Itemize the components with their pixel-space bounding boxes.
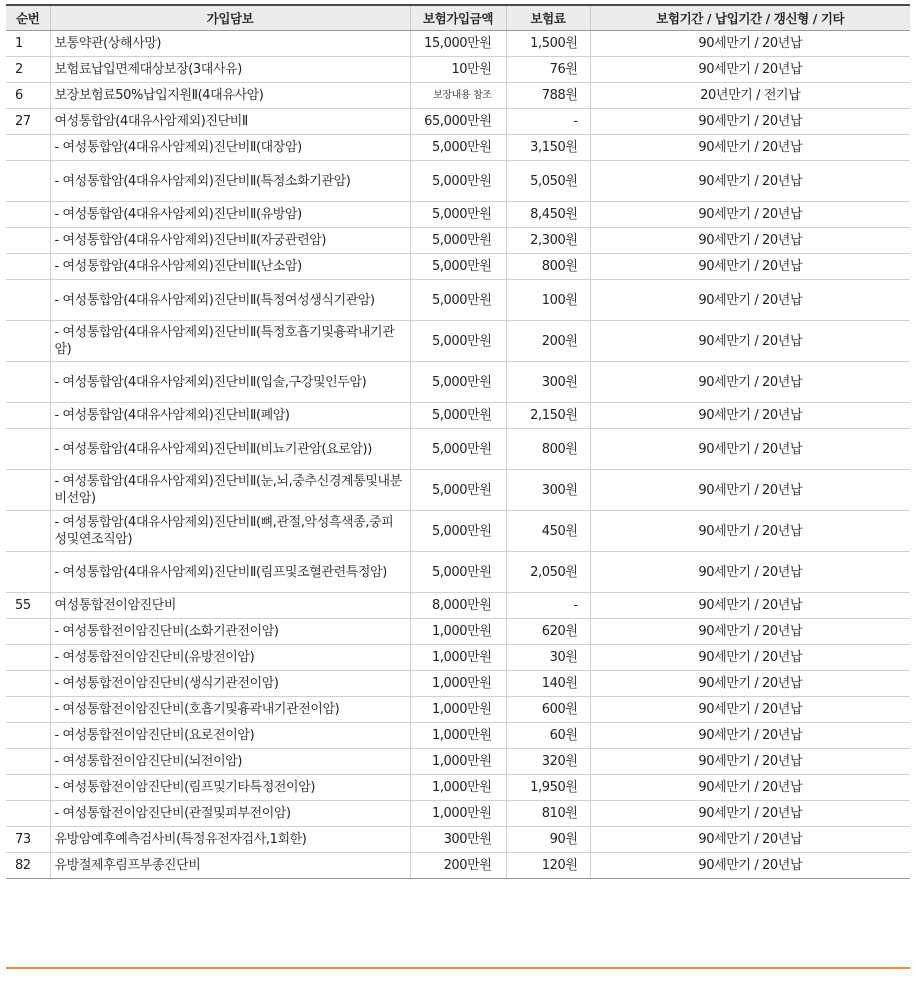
row-term: 90세만기 / 20년납	[590, 801, 910, 827]
row-coverage: - 여성통합암(4대유사암제외)진단비Ⅱ(뼈,관절,악성흑색종,중피성및연조직암)	[50, 511, 410, 552]
header-coverage: 가입담보	[50, 5, 410, 31]
row-term: 90세만기 / 20년납	[590, 280, 910, 321]
row-amount: 1,000만원	[410, 775, 506, 801]
row-coverage: - 여성통합암(4대유사암제외)진단비Ⅱ(특정소화기관암)	[50, 161, 410, 202]
row-coverage: 여성통합전이암진단비	[50, 593, 410, 619]
row-amount: 5,000만원	[410, 429, 506, 470]
row-amount: 5,000만원	[410, 321, 506, 362]
row-premium: 810원	[506, 801, 590, 827]
table-row	[6, 202, 910, 228]
row-term: 90세만기 / 20년납	[590, 161, 910, 202]
row-coverage: - 여성통합전이암진단비(림프및기타특정전이암)	[50, 775, 410, 801]
row-term: 90세만기 / 20년납	[590, 31, 910, 57]
row-coverage: - 여성통합전이암진단비(소화기관전이암)	[50, 619, 410, 645]
row-amount: 5,000만원	[410, 202, 506, 228]
row-premium: 600원	[506, 697, 590, 723]
row-premium: 320원	[506, 749, 590, 775]
row-amount: 5,000만원	[410, 470, 506, 511]
table-row	[6, 593, 910, 619]
row-term: 90세만기 / 20년납	[590, 619, 910, 645]
row-coverage: - 여성통합암(4대유사암제외)진단비Ⅱ(특정호흡기및흉곽내기관암)	[50, 321, 410, 362]
table-row	[6, 83, 910, 109]
table-header-row	[6, 5, 910, 31]
row-coverage: 여성통합암(4대유사암제외)진단비Ⅱ	[50, 109, 410, 135]
row-premium: 2,300원	[506, 228, 590, 254]
row-number	[6, 697, 50, 723]
row-number	[6, 202, 50, 228]
row-term: 90세만기 / 20년납	[590, 853, 910, 879]
row-number	[6, 470, 50, 511]
row-number	[6, 749, 50, 775]
row-term: 90세만기 / 20년납	[590, 429, 910, 470]
row-number: 73	[6, 827, 50, 853]
row-term: 90세만기 / 20년납	[590, 749, 910, 775]
row-coverage: - 여성통합암(4대유사암제외)진단비Ⅱ(림프및조혈관련특정암)	[50, 552, 410, 593]
row-premium: 5,050원	[506, 161, 590, 202]
row-amount: 1,000만원	[410, 697, 506, 723]
row-number	[6, 552, 50, 593]
row-amount: 1,000만원	[410, 801, 506, 827]
row-premium: 3,150원	[506, 135, 590, 161]
row-coverage: - 여성통합전이암진단비(뇌전이암)	[50, 749, 410, 775]
table-row	[6, 362, 910, 403]
footer-divider	[6, 967, 910, 969]
row-number	[6, 161, 50, 202]
header-term: 보험기간 / 납입기간 / 갱신형 / 기타	[590, 5, 910, 31]
row-premium: 300원	[506, 470, 590, 511]
table-row	[6, 470, 910, 511]
row-coverage: - 여성통합암(4대유사암제외)진단비Ⅱ(난소암)	[50, 254, 410, 280]
row-term: 90세만기 / 20년납	[590, 57, 910, 83]
table-row	[6, 161, 910, 202]
row-term: 90세만기 / 20년납	[590, 362, 910, 403]
row-premium: 140원	[506, 671, 590, 697]
table-row	[6, 429, 910, 470]
row-term: 90세만기 / 20년납	[590, 723, 910, 749]
row-number	[6, 723, 50, 749]
row-amount: 5,000만원	[410, 362, 506, 403]
row-amount: 1,000만원	[410, 749, 506, 775]
row-term: 90세만기 / 20년납	[590, 552, 910, 593]
row-coverage: - 여성통합암(4대유사암제외)진단비Ⅱ(유방암)	[50, 202, 410, 228]
row-coverage: - 여성통합암(4대유사암제외)진단비Ⅱ(입술,구강및인두암)	[50, 362, 410, 403]
row-amount: 8,000만원	[410, 593, 506, 619]
row-term: 90세만기 / 20년납	[590, 470, 910, 511]
row-amount: 5,000만원	[410, 511, 506, 552]
row-premium: 8,450원	[506, 202, 590, 228]
coverage-table	[6, 4, 910, 879]
row-number: 55	[6, 593, 50, 619]
row-coverage: - 여성통합암(4대유사암제외)진단비Ⅱ(비뇨기관암(요로암))	[50, 429, 410, 470]
row-number: 2	[6, 57, 50, 83]
row-coverage: 보통약관(상해사망)	[50, 31, 410, 57]
table-row	[6, 321, 910, 362]
row-number	[6, 619, 50, 645]
table-row	[6, 749, 910, 775]
row-term: 90세만기 / 20년납	[590, 321, 910, 362]
table-row	[6, 801, 910, 827]
row-number	[6, 403, 50, 429]
row-amount: 15,000만원	[410, 31, 506, 57]
row-amount: 5,000만원	[410, 280, 506, 321]
row-term: 90세만기 / 20년납	[590, 775, 910, 801]
table-row	[6, 254, 910, 280]
row-number	[6, 254, 50, 280]
row-term: 90세만기 / 20년납	[590, 228, 910, 254]
table-row	[6, 403, 910, 429]
header-no: 순번	[6, 5, 50, 31]
row-premium: 90원	[506, 827, 590, 853]
row-coverage: - 여성통합전이암진단비(관절및피부전이암)	[50, 801, 410, 827]
row-number	[6, 321, 50, 362]
row-premium: 76원	[506, 57, 590, 83]
row-term: 90세만기 / 20년납	[590, 202, 910, 228]
row-term: 90세만기 / 20년납	[590, 697, 910, 723]
table-row	[6, 619, 910, 645]
row-premium: 1,950원	[506, 775, 590, 801]
row-term: 90세만기 / 20년납	[590, 511, 910, 552]
row-amount: 1,000만원	[410, 619, 506, 645]
row-amount: 65,000만원	[410, 109, 506, 135]
row-number: 1	[6, 31, 50, 57]
row-number	[6, 775, 50, 801]
row-number	[6, 429, 50, 470]
row-coverage: 유방암예후예측검사비(특정유전자검사,1회한)	[50, 827, 410, 853]
row-amount: 5,000만원	[410, 135, 506, 161]
row-coverage: 보험료납입면제대상보장(3대사유)	[50, 57, 410, 83]
row-amount: 5,000만원	[410, 161, 506, 202]
table-row	[6, 671, 910, 697]
row-coverage: 유방절제후림프부종진단비	[50, 853, 410, 879]
row-coverage: - 여성통합전이암진단비(유방전이암)	[50, 645, 410, 671]
row-amount: 1,000만원	[410, 645, 506, 671]
row-coverage: - 여성통합암(4대유사암제외)진단비Ⅱ(눈,뇌,중추신경계통및내분비선암)	[50, 470, 410, 511]
row-amount: 5,000만원	[410, 552, 506, 593]
row-coverage: - 여성통합암(4대유사암제외)진단비Ⅱ(폐암)	[50, 403, 410, 429]
row-premium: 788원	[506, 83, 590, 109]
row-number: 82	[6, 853, 50, 879]
header-amount: 보험가입금액	[410, 5, 506, 31]
table-row	[6, 135, 910, 161]
row-premium: 30원	[506, 645, 590, 671]
table-body	[6, 31, 910, 879]
table-row	[6, 645, 910, 671]
table-row	[6, 697, 910, 723]
row-number: 6	[6, 83, 50, 109]
row-number	[6, 135, 50, 161]
row-premium: 800원	[506, 429, 590, 470]
row-number	[6, 511, 50, 552]
row-premium: 2,050원	[506, 552, 590, 593]
header-premium: 보험료	[506, 5, 590, 31]
row-premium: 2,150원	[506, 403, 590, 429]
row-amount: 1,000만원	[410, 723, 506, 749]
row-premium: 620원	[506, 619, 590, 645]
row-amount: 200만원	[410, 853, 506, 879]
row-premium: 800원	[506, 254, 590, 280]
row-term: 90세만기 / 20년납	[590, 403, 910, 429]
row-premium: 1,500원	[506, 31, 590, 57]
row-number: 27	[6, 109, 50, 135]
row-amount: 10만원	[410, 57, 506, 83]
table-row	[6, 31, 910, 57]
table-row	[6, 552, 910, 593]
row-term: 90세만기 / 20년납	[590, 109, 910, 135]
row-premium: 120원	[506, 853, 590, 879]
row-premium: -	[506, 109, 590, 135]
row-coverage: - 여성통합전이암진단비(생식기관전이암)	[50, 671, 410, 697]
row-number	[6, 362, 50, 403]
row-term: 90세만기 / 20년납	[590, 593, 910, 619]
row-number	[6, 671, 50, 697]
row-premium: 60원	[506, 723, 590, 749]
row-coverage: - 여성통합전이암진단비(요로전이암)	[50, 723, 410, 749]
row-number	[6, 801, 50, 827]
row-term: 90세만기 / 20년납	[590, 135, 910, 161]
row-term: 20년만기 / 전기납	[590, 83, 910, 109]
row-coverage: - 여성통합암(4대유사암제외)진단비Ⅱ(자궁관련암)	[50, 228, 410, 254]
table-row	[6, 775, 910, 801]
table-row	[6, 109, 910, 135]
row-coverage: - 여성통합암(4대유사암제외)진단비Ⅱ(특정여성생식기관암)	[50, 280, 410, 321]
row-number	[6, 280, 50, 321]
row-premium: 200원	[506, 321, 590, 362]
row-number	[6, 645, 50, 671]
table-row	[6, 853, 910, 879]
table-row	[6, 723, 910, 749]
row-premium: 100원	[506, 280, 590, 321]
table-row	[6, 57, 910, 83]
row-coverage: - 여성통합전이암진단비(호흡기및흉곽내기관전이암)	[50, 697, 410, 723]
row-premium: 300원	[506, 362, 590, 403]
row-term: 90세만기 / 20년납	[590, 671, 910, 697]
row-amount: 5,000만원	[410, 228, 506, 254]
row-amount: 5,000만원	[410, 254, 506, 280]
row-number	[6, 228, 50, 254]
row-premium: 450원	[506, 511, 590, 552]
row-term: 90세만기 / 20년납	[590, 827, 910, 853]
row-amount: 5,000만원	[410, 403, 506, 429]
row-coverage: - 여성통합암(4대유사암제외)진단비Ⅱ(대장암)	[50, 135, 410, 161]
row-amount: 보장내용 참조	[410, 83, 506, 109]
table-row	[6, 280, 910, 321]
row-amount: 300만원	[410, 827, 506, 853]
row-term: 90세만기 / 20년납	[590, 254, 910, 280]
row-premium: -	[506, 593, 590, 619]
table-row	[6, 511, 910, 552]
row-term: 90세만기 / 20년납	[590, 645, 910, 671]
table-row	[6, 827, 910, 853]
row-amount: 1,000만원	[410, 671, 506, 697]
table-row	[6, 228, 910, 254]
row-coverage: 보장보험료50%납입지원Ⅱ(4대유사암)	[50, 83, 410, 109]
